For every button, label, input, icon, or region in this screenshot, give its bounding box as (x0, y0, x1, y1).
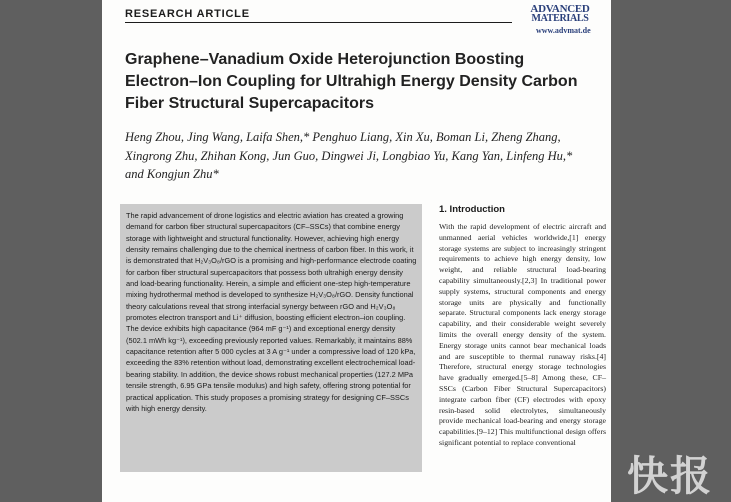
section-label: RESEARCH ARTICLE (125, 8, 250, 20)
article-title: Graphene–Vanadium Oxide Heterojunction Boosting Electron–Ion Coupling for Ultrahigh Energy Density Carbon Fiber Structural Supercapacitors (125, 51, 578, 112)
author-list: Heng Zhou, Jing Wang, Laifa Shen,* Penghuo Liang, Xin Xu, Boman Li, Zheng Zhang, Xingrong Zhu, Zhihan Kong, Jun Guo, Dingwei Ji, Longbiao Yu, Kang Yan, Linfeng Hu,* and Kongjun Zhu* (125, 130, 573, 182)
introduction-text: With the rapid development of electric aircraft and unmanned aerial vehicles worldwide,[1] energy storage systems are subject to increasingly stringent requirements to achieve high energy density, low weight, and reliable structural load-bearing capability simultaneously.[2,3] In traditional power supply systems, structural components and energy storage units are physically and functionally separate. Structural components lack energy storage capability, and their considerable weight severely limits the overall energy density of the system. Energy storage units cannot bear mechanical loads and are susceptible to thermal runaway risks.[4] Therefore, structural energy storage technologies have gradually emerged.[5–8] Among these, CF–SSCs (Carbon Fiber Structural Supercapacitors) integrate carbon fiber (CF) electrodes with epoxy resin-based solid electrolytes, simultaneously provide mechanical load-bearing and energy storage capabilities.[9–12] This multifunctional design offers significant potential to replace conventional (439, 222, 606, 447)
watermark: 快报 (627, 452, 713, 500)
journal-logo-line1: ADVANCED (530, 3, 590, 15)
abstract-box (120, 204, 422, 472)
journal-url: www.advmat.de (536, 26, 591, 35)
journal-logo-line2: MATERIALS (531, 13, 589, 24)
journal-logo (524, 4, 596, 24)
article-page (102, 0, 611, 502)
abstract-text: The rapid advancement of drone logistics and electric aviation has created a growing demand for carbon fiber structural supercapacitors (CF–SSCs) that combine energy storage with lightweight and structural functionality. However, achieving high energy density remains challenging due to the chemical inertness of carbon fiber. In this work, it is demonstrated that H₂V₃O₈/rGO is a promising and high-performance electrode coating for carbon fiber structural supercapacitors that possess both ultrahigh energy density and load-bearing functionality. Herein, a simple and efficient one-step high-temperature mixing hydrothermal method is developed to synthesize H₂V₃O₈/rGO. Density functional theory calculations reveal that strong interfacial synergy between rGO and H₂V₃O₈ promotes electron transport and Li⁺ diffusion, boosting efficient electron–ion coupling. The device exhibits high capacitance (964 mF g⁻¹) and exceptional energy density (502.1 mWh kg⁻¹), exceeding previously reported values. Remarkably, it maintains 88% capacitance retention after 5 000 cycles at 3 A g⁻¹ under a compressive load of 120 kPa, exceeding the 83% retention without load, demonstrating excellent electrochemical load-bearing stability. In addition, the device shows robust mechanical properties (127.2 MPa tensile strength, 6.95 GPa tensile modulus) and high safety, offering strong potential for practical application. This study proposes a promising strategy for designing CF–SSCs with high energy density. (126, 211, 417, 413)
header-rule (125, 22, 512, 23)
introduction-heading: 1. Introduction (439, 204, 505, 215)
